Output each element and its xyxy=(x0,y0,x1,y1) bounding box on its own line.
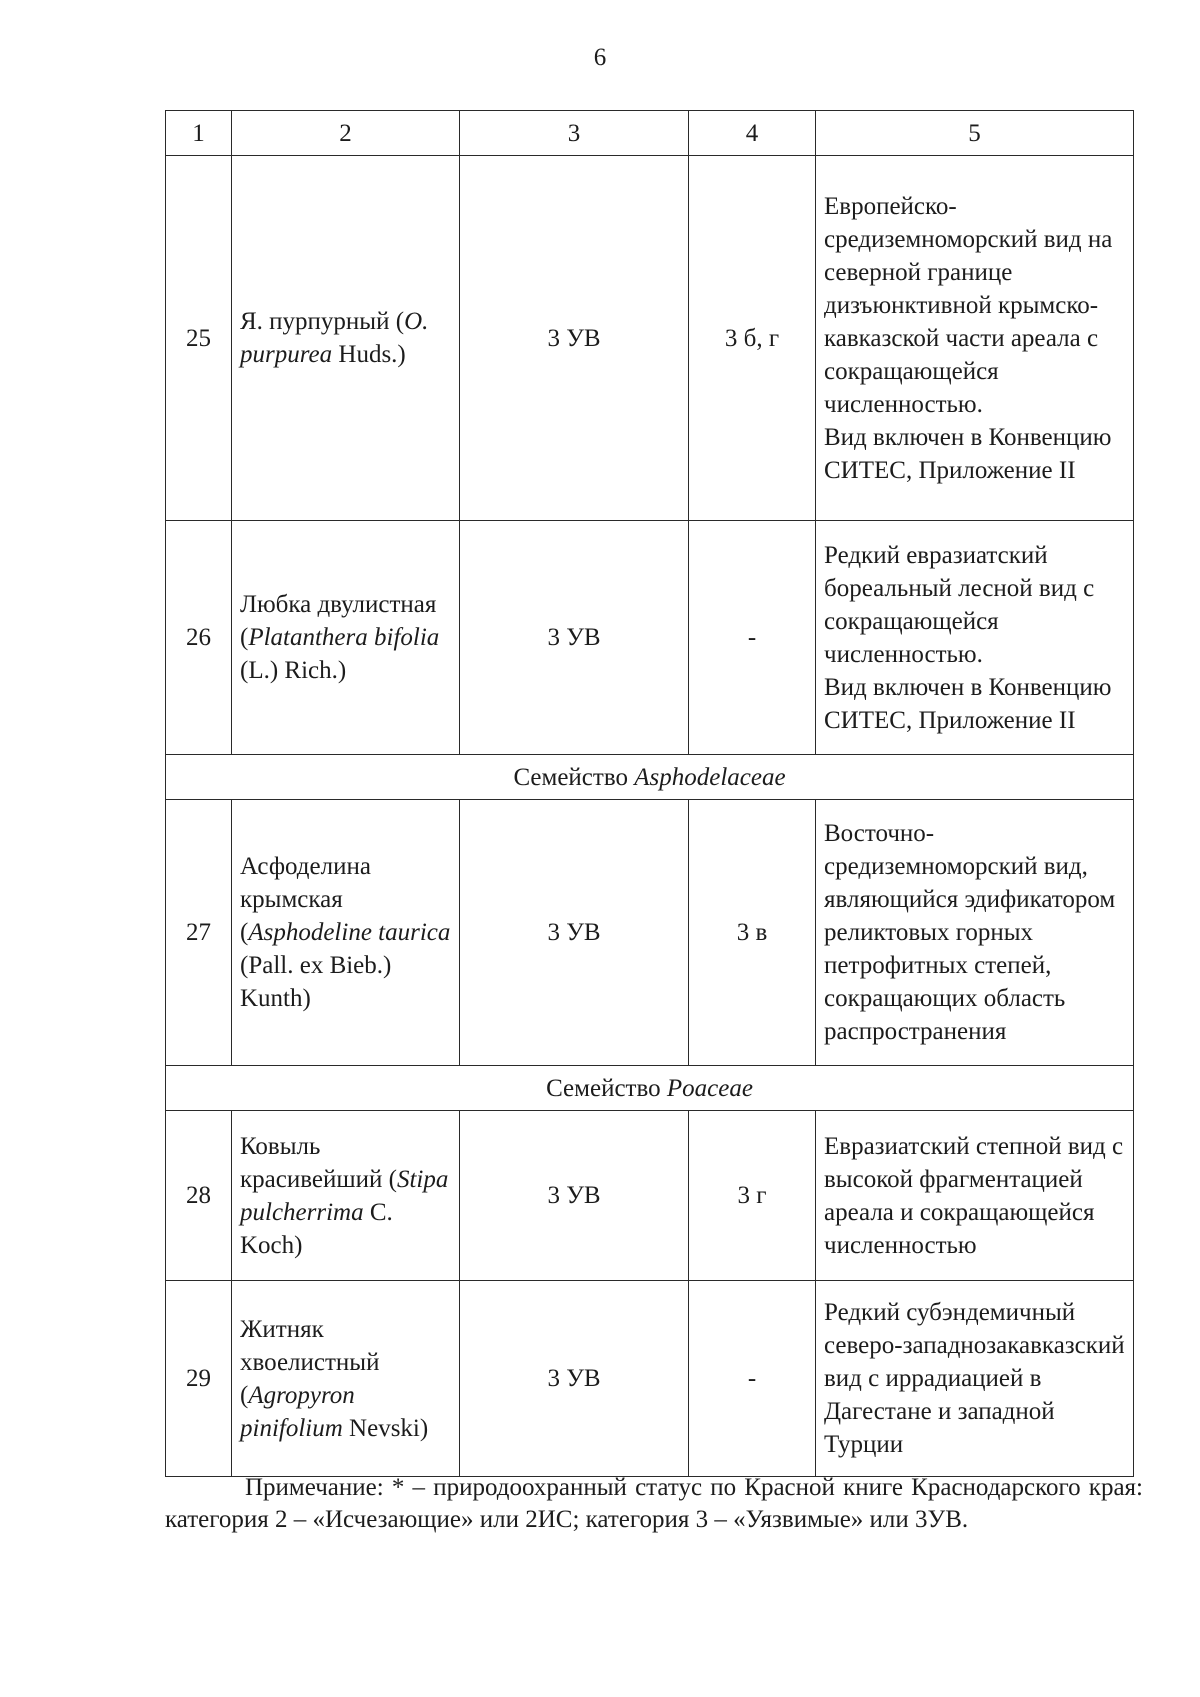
species-table xyxy=(165,110,1134,1477)
category: - xyxy=(689,521,816,755)
family-name-latin: Asphodelaceae xyxy=(634,763,786,791)
species-name-latin: Stipa pulcherrima xyxy=(240,1165,449,1226)
family-row xyxy=(166,755,1134,800)
row-number: 28 xyxy=(166,1111,232,1281)
family-name-latin: Poaceae xyxy=(666,1074,753,1102)
species-author: (L.) Rich.) xyxy=(240,657,347,684)
species-author: Nevski) xyxy=(342,1414,429,1442)
table-row xyxy=(166,156,1134,521)
table-header-row xyxy=(166,111,1134,156)
header-col-2: 2 xyxy=(232,111,460,156)
header-col-3: 3 xyxy=(460,111,689,156)
table-row xyxy=(166,800,1134,1066)
protection-status: 3 УВ xyxy=(460,800,689,1066)
species-name-latin: O. purpurea xyxy=(240,308,429,368)
species-author: Huds.) xyxy=(332,341,406,368)
species-author: (Pall. ex Bieb.) Kunth) xyxy=(240,952,392,1012)
page-number: 6 xyxy=(593,44,607,71)
category: 3 б, г xyxy=(689,156,816,521)
species-note: Евразиатский степной вид с высокой фрагментацией ареала и сокращающейся численностью xyxy=(816,1111,1134,1281)
species-name xyxy=(232,1111,460,1281)
protection-status: 3 УВ xyxy=(460,521,689,755)
category: 3 в xyxy=(689,800,816,1066)
table-row xyxy=(166,1111,1134,1281)
species-name xyxy=(232,1281,460,1477)
family-heading xyxy=(166,1066,1134,1111)
species-name-ru: Ковыль красивейший ( xyxy=(240,1132,397,1193)
header-col-1: 1 xyxy=(166,111,232,156)
species-name xyxy=(232,521,460,755)
row-number: 25 xyxy=(166,156,232,521)
species-name-ru: Я. пурпурный ( xyxy=(240,308,405,335)
family-row xyxy=(166,1066,1134,1111)
species-name xyxy=(232,156,460,521)
row-number: 27 xyxy=(166,800,232,1066)
species-note: Редкий субэндемичный северо-западнозакавказский вид с иррадиацией в Дагестане и западной Турции xyxy=(816,1281,1134,1477)
species-name-latin: Asphodeline taurica xyxy=(248,919,451,946)
species-name-ru: Асфоделина крымская ( xyxy=(240,853,371,946)
family-prefix: Семейство xyxy=(546,1074,667,1102)
family-heading xyxy=(166,755,1134,800)
row-number: 29 xyxy=(166,1281,232,1477)
table-row xyxy=(166,521,1134,755)
species-name-ru: Любка двулистная ( xyxy=(240,591,437,651)
protection-status: 3 УВ xyxy=(460,1111,689,1281)
footnote xyxy=(165,1472,1143,1536)
protection-status: 3 УВ xyxy=(460,1281,689,1477)
species-note: Восточно-средиземноморский вид, являющийся эдификатором реликтовых горных петрофитных степей, сокращающих область распространения xyxy=(816,800,1134,1066)
species-author: C. Koch) xyxy=(240,1198,393,1259)
family-prefix: Семейство xyxy=(513,763,635,791)
header-col-4: 4 xyxy=(689,111,816,156)
row-number: 26 xyxy=(166,521,232,755)
footnote-text: Примечание: * – природоохранный статус по Красной книге Краснодарского края: категория 2 – «Исчезающие» или 2ИС; категория 3 – «Уязвимые» или 3УВ. xyxy=(165,1474,1143,1533)
species-note: Редкий евразиатский бореальный лесной вид с сокращающейся численностью. Вид включен в Конвенцию СИТЕС, Приложение II xyxy=(816,521,1134,755)
species-name xyxy=(232,800,460,1066)
table-row xyxy=(166,1281,1134,1477)
category: - xyxy=(689,1281,816,1477)
protection-status: 3 УВ xyxy=(460,156,689,521)
category: 3 г xyxy=(689,1111,816,1281)
species-name-latin: Platanthera bifolia xyxy=(248,624,440,651)
species-note: Европейско-средиземноморский вид на северной границе дизъюнктивной крымско-кавказской части ареала с сокращающейся численностью. Вид включен в Конвенцию СИТЕС, Приложение II xyxy=(816,156,1134,521)
header-col-5: 5 xyxy=(816,111,1134,156)
species-name-ru: Житняк хвоелистный ( xyxy=(240,1315,380,1409)
species-name-latin: Agropyron pinifolium xyxy=(240,1381,355,1442)
